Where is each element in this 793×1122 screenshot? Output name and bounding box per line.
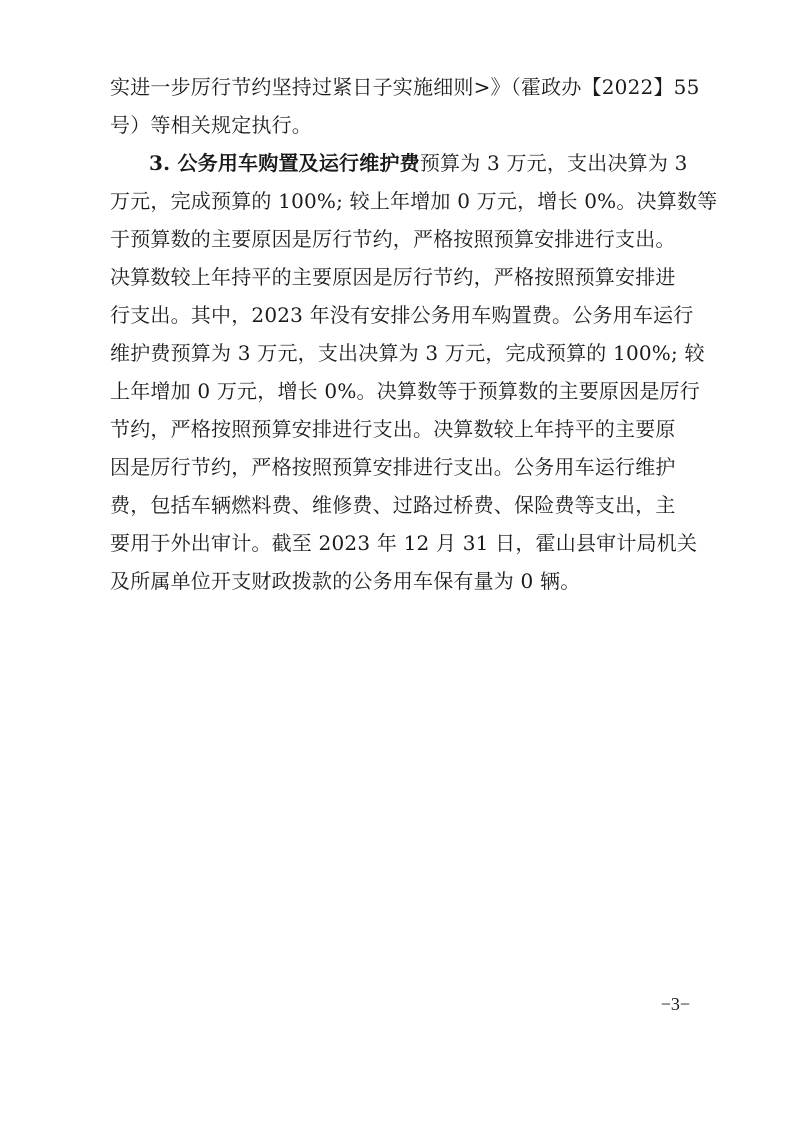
paragraph-line: 因是厉行节约，严格按照预算安排进行支出。公务用车运行维护 bbox=[110, 455, 676, 479]
paragraph-line: 维护费预算为 3 万元，支出决算为 3 万元，完成预算的 100%; 较 bbox=[110, 341, 705, 365]
paragraph-line: 号）等相关规定执行。 bbox=[110, 113, 312, 137]
paragraph-text: 预算为 3 万元，支出决算为 3 bbox=[419, 151, 688, 175]
paragraph-line: 要用于外出审计。截至 2023 年 12 月 31 日，霍山县审计局机关 bbox=[110, 531, 698, 555]
paragraph-line: 费，包括车辆燃料费、维修费、过路过桥费、保险费等支出，主 bbox=[110, 493, 676, 517]
section-3-first-line bbox=[149, 148, 688, 178]
section-heading: 3. 公务用车购置及运行维护费 bbox=[149, 151, 420, 175]
paragraph-line: 及所属单位开支财政拨款的公务用车保有量为 0 辆。 bbox=[110, 569, 581, 593]
paragraph-line: 万元，完成预算的 100%; 较上年增加 0 万元，增长 0%。决算数等 bbox=[110, 189, 718, 213]
paragraph-line: 于预算数的主要原因是厉行节约，严格按照预算安排进行支出。 bbox=[110, 227, 676, 251]
paragraph-line: 节约，严格按照预算安排进行支出。决算数较上年持平的主要原 bbox=[110, 417, 676, 441]
page-number: −3− bbox=[660, 994, 690, 1014]
paragraph-line: 决算数较上年持平的主要原因是厉行节约，严格按照预算安排进 bbox=[110, 265, 676, 289]
paragraph-line: 行支出。其中，2023 年没有安排公务用车购置费。公务用车运行 bbox=[110, 303, 694, 327]
paragraph-line: 实进一步厉行节约坚持过紧日子实施细则>》（霍政办【2022】55 bbox=[110, 75, 700, 99]
paragraph-line: 上年增加 0 万元，增长 0%。决算数等于预算数的主要原因是厉行 bbox=[110, 379, 700, 403]
